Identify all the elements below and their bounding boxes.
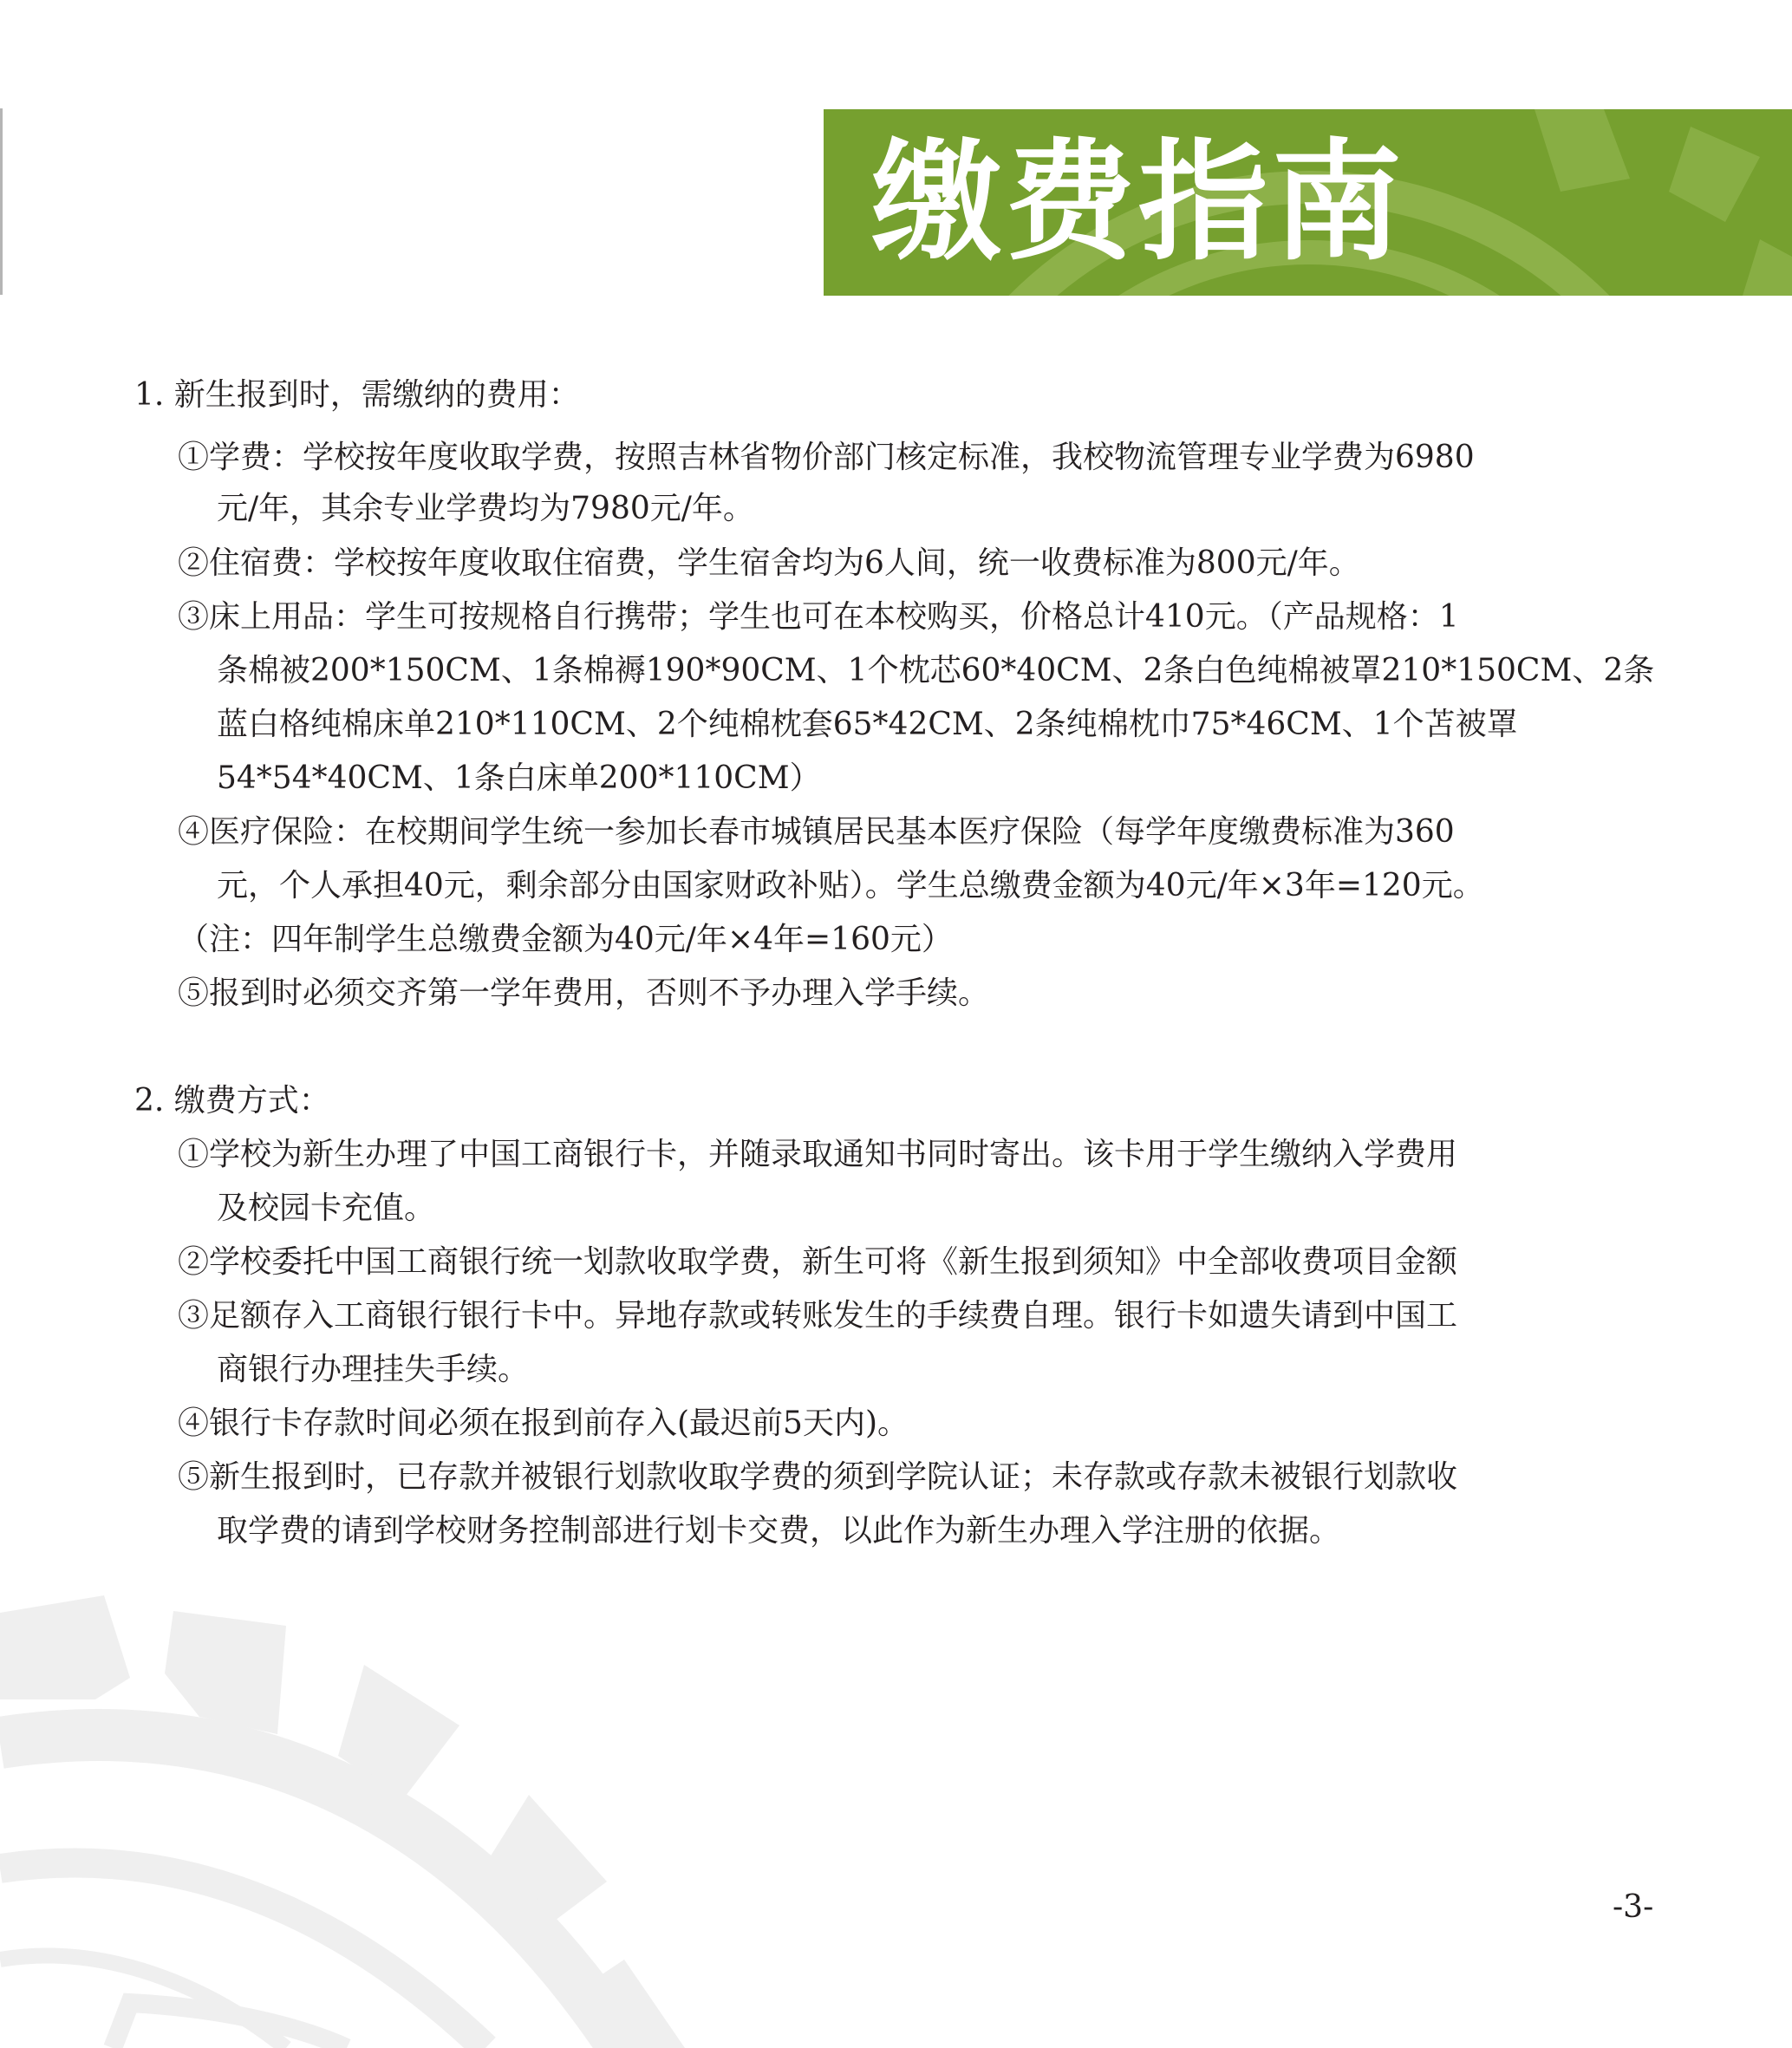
tuition-item-line-2: 元/年，其余专业学费均为7980元/年。 (217, 491, 754, 526)
verification-line-2: 取学费的请到学校财务控制部进行划卡交费，以此作为新生办理入学注册的依据。 (217, 1513, 1341, 1549)
page-number: -3- (1613, 1889, 1654, 1925)
deposit-line-1: ③足额存入工商银行银行卡中。异地存款或转账发生的手续费自理。银行卡如遗失请到中国工 (178, 1298, 1458, 1334)
accommodation-item: ②住宿费：学校按年度收取住宿费，学生宿舍均为6人间，统一收费标准为800元/年。 (178, 545, 1360, 581)
bank-card-line-2: 及校园卡充值。 (217, 1190, 436, 1226)
section-1-heading: 1. 新生报到时，需缴纳的费用： (134, 377, 580, 413)
deposit-deadline: ④银行卡存款时间必须在报到前存入(最迟前5天内)。 (178, 1406, 909, 1441)
enrollment-requirement: ⑤报到时必须交齐第一学年费用，否则不予办理入学手续。 (178, 975, 990, 1011)
bedding-item-line-4: 54*54*40CM、1条白床单200*110CM） (217, 760, 821, 796)
title-banner (824, 109, 1792, 296)
bank-collection-line: ②学校委托中国工商银行统一划款收取学费，新生可将《新生报到须知》中全部收费项目金额 (178, 1244, 1458, 1280)
medical-insurance-note: （注：四年制学生总缴费金额为40元/年×4年=160元） (178, 922, 953, 957)
bedding-item-line-1: ③床上用品：学生可按规格自行携带；学生也可在本校购买，价格总计410元。（产品规格：1 (178, 599, 1459, 635)
page-title: 缴费指南 (871, 126, 1406, 278)
tuition-item-line-1: ①学费：学校按年度收取学费，按照吉林省物价部门核定标准，我校物流管理专业学费为6980 (178, 440, 1475, 475)
bedding-item-line-3: 蓝白格纯棉床单210*110CM、2个纯棉枕套65*42CM、2条纯棉枕巾75*46CM、1个苫被罩 (217, 707, 1518, 742)
verification-line-1: ⑤新生报到时，已存款并被银行划款收取学费的须到学院认证；未存款或存款未被银行划款收 (178, 1459, 1458, 1495)
gear-watermark-icon (0, 1595, 780, 2048)
medical-insurance-line-2: 元，个人承担40元，剩余部分由国家财政补贴）。学生总缴费金额为40元/年×3年=120元。 (217, 868, 1484, 903)
deposit-line-2: 商银行办理挂失手续。 (217, 1352, 530, 1387)
medical-insurance-line-1: ④医疗保险：在校期间学生统一参加长春市城镇居民基本医疗保险（每学年度缴费标准为360 (178, 814, 1455, 850)
section-2-heading: 2. 缴费方式： (134, 1083, 330, 1119)
left-edge-rule (0, 108, 3, 295)
bedding-item-line-2: 条棉被200*150CM、1条棉褥190*90CM、1个枕芯60*40CM、2条白色纯棉被罩210*150CM、2条 (217, 653, 1655, 688)
bank-card-line-1: ①学校为新生办理了中国工商银行卡，并随录取通知书同时寄出。该卡用于学生缴纳入学费用 (178, 1137, 1458, 1172)
